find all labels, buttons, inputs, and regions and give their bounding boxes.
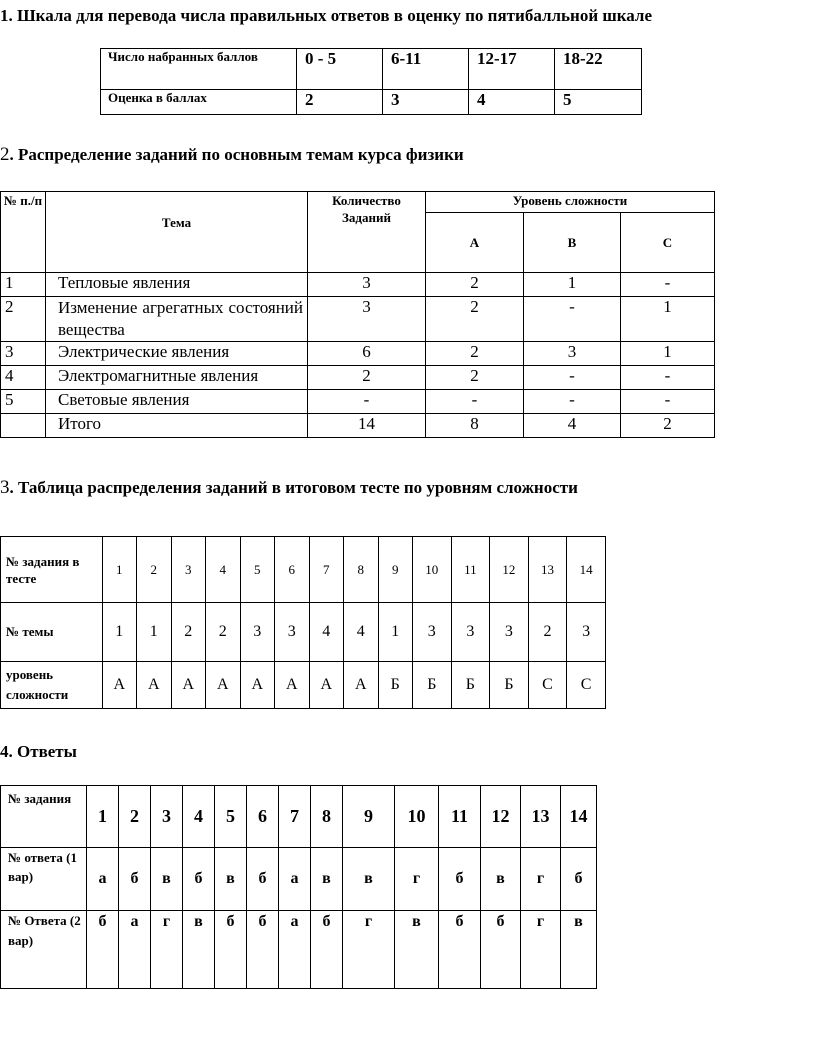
section2-heading bbox=[0, 144, 464, 166]
answer-v2-cell: б bbox=[311, 911, 343, 989]
row-b: - bbox=[524, 297, 621, 342]
row-b: - bbox=[524, 366, 621, 390]
answer-task-cell: 11 bbox=[439, 786, 481, 848]
answer-v1-cell: в bbox=[481, 848, 521, 911]
grade-scale-table bbox=[100, 48, 642, 115]
scale-row1-label: Число набранных баллов bbox=[101, 49, 297, 90]
row-b: - bbox=[524, 390, 621, 414]
answers-table bbox=[0, 785, 597, 989]
level-cell: Б bbox=[378, 662, 413, 709]
row-count: 2 bbox=[308, 366, 426, 390]
answer-task-cell: 6 bbox=[247, 786, 279, 848]
row-num: 3 bbox=[1, 342, 46, 366]
answer-v1-cell: б bbox=[247, 848, 279, 911]
row-c: - bbox=[621, 273, 715, 297]
answer-v2-cell: в bbox=[395, 911, 439, 989]
scale-value: 12-17 bbox=[469, 49, 555, 90]
row-topic: Тепловые явления bbox=[46, 273, 308, 297]
difficulty-table bbox=[0, 536, 606, 709]
section3-number: 3 bbox=[0, 477, 10, 498]
row-topic: Световые явления bbox=[46, 390, 308, 414]
task-cell: 12 bbox=[490, 537, 529, 603]
section3-title: . Таблица распределения заданий в итоговом тесте по уровням сложности bbox=[9, 478, 578, 497]
answer-v2-cell: б bbox=[215, 911, 247, 989]
topic-cell: 2 bbox=[171, 603, 206, 662]
answer-task-cell: 5 bbox=[215, 786, 247, 848]
answer-task-cell: 12 bbox=[481, 786, 521, 848]
section2-title: . Распределение заданий по основным темам курса физики bbox=[9, 145, 464, 164]
row-c: - bbox=[621, 390, 715, 414]
answer-task-cell: 4 bbox=[183, 786, 215, 848]
row-topic: Итого bbox=[46, 414, 308, 438]
row-c: 1 bbox=[621, 297, 715, 342]
task-cell: 13 bbox=[528, 537, 567, 603]
answer-v2-cell: б bbox=[439, 911, 481, 989]
answer-v1-cell: г bbox=[521, 848, 561, 911]
task-cell: 6 bbox=[275, 537, 310, 603]
task-cell: 9 bbox=[378, 537, 413, 603]
grade-value: 4 bbox=[469, 90, 555, 115]
level-cell: А bbox=[137, 662, 172, 709]
row-a: 2 bbox=[426, 273, 524, 297]
row-a: 2 bbox=[426, 342, 524, 366]
header-level-c: С bbox=[621, 213, 715, 273]
header-topic: Тема bbox=[46, 192, 308, 273]
level-cell: А bbox=[240, 662, 275, 709]
table-row bbox=[1, 414, 715, 438]
topic-cell: 3 bbox=[275, 603, 310, 662]
topics-table bbox=[0, 191, 715, 438]
row-topic: Электромагнитные явления bbox=[46, 366, 308, 390]
topic-cell: 2 bbox=[206, 603, 241, 662]
answer-v2-cell: в bbox=[561, 911, 597, 989]
level-cell: А bbox=[309, 662, 344, 709]
section1-heading bbox=[0, 6, 652, 26]
row-label-variant2: № Ответа (2 вар) bbox=[1, 911, 87, 989]
row-c: 1 bbox=[621, 342, 715, 366]
grade-value: 3 bbox=[383, 90, 469, 115]
topic-cell: 1 bbox=[378, 603, 413, 662]
row-topic: Изменение агрегатных состояний вещества bbox=[46, 297, 308, 342]
row-num: 2 bbox=[1, 297, 46, 342]
answer-v1-cell: в bbox=[343, 848, 395, 911]
header-num: № п./п bbox=[1, 192, 46, 273]
level-cell: А bbox=[102, 662, 137, 709]
topic-cell: 1 bbox=[102, 603, 137, 662]
answer-v1-cell: в bbox=[151, 848, 183, 911]
answer-v2-cell: а bbox=[119, 911, 151, 989]
topic-cell: 3 bbox=[240, 603, 275, 662]
topic-cell: 4 bbox=[344, 603, 379, 662]
row-b: 3 bbox=[524, 342, 621, 366]
row-count: - bbox=[308, 390, 426, 414]
row-count: 3 bbox=[308, 273, 426, 297]
answer-task-cell: 13 bbox=[521, 786, 561, 848]
task-cell: 5 bbox=[240, 537, 275, 603]
answer-v2-cell: г bbox=[343, 911, 395, 989]
row-num: 4 bbox=[1, 366, 46, 390]
scale-value: 6-11 bbox=[383, 49, 469, 90]
topic-cell: 1 bbox=[137, 603, 172, 662]
topic-cell: 4 bbox=[309, 603, 344, 662]
header-count: Количество Заданий bbox=[308, 192, 426, 273]
topic-cell: 2 bbox=[528, 603, 567, 662]
section1-number: 1. bbox=[0, 6, 13, 25]
answer-v2-cell: г bbox=[151, 911, 183, 989]
answer-task-cell: 2 bbox=[119, 786, 151, 848]
table-row bbox=[1, 366, 715, 390]
row-a: 2 bbox=[426, 366, 524, 390]
task-cell: 1 bbox=[102, 537, 137, 603]
table-row bbox=[1, 390, 715, 414]
answer-task-cell: 1 bbox=[87, 786, 119, 848]
row-topic: Электрические явления bbox=[46, 342, 308, 366]
level-cell: С bbox=[567, 662, 606, 709]
task-cell: 3 bbox=[171, 537, 206, 603]
row-b: 4 bbox=[524, 414, 621, 438]
answer-v1-cell: в bbox=[215, 848, 247, 911]
level-cell: Б bbox=[413, 662, 452, 709]
answer-task-cell: 10 bbox=[395, 786, 439, 848]
answer-task-cell: 9 bbox=[343, 786, 395, 848]
row-label-task: № задания в тесте bbox=[1, 537, 103, 603]
answer-v2-cell: б bbox=[87, 911, 119, 989]
scale-row2-label: Оценка в баллах bbox=[101, 90, 297, 115]
answer-v2-cell: б bbox=[481, 911, 521, 989]
grade-value: 5 bbox=[555, 90, 642, 115]
answer-v1-cell: б bbox=[439, 848, 481, 911]
row-label-topic: № темы bbox=[1, 603, 103, 662]
level-cell: С bbox=[528, 662, 567, 709]
row-label-task: № задания bbox=[1, 786, 87, 848]
row-label-variant1: № ответа (1 вар) bbox=[1, 848, 87, 911]
answer-task-cell: 3 bbox=[151, 786, 183, 848]
task-cell: 7 bbox=[309, 537, 344, 603]
topic-cell: 3 bbox=[490, 603, 529, 662]
header-level-a: А bbox=[426, 213, 524, 273]
header-level-b: В bbox=[524, 213, 621, 273]
answer-task-cell: 7 bbox=[279, 786, 311, 848]
task-cell: 14 bbox=[567, 537, 606, 603]
scale-value: 18-22 bbox=[555, 49, 642, 90]
answer-v2-cell: в bbox=[183, 911, 215, 989]
task-cell: 8 bbox=[344, 537, 379, 603]
scale-value: 0 - 5 bbox=[297, 49, 383, 90]
answer-v1-cell: г bbox=[395, 848, 439, 911]
topic-cell: 3 bbox=[451, 603, 490, 662]
topic-cell: 3 bbox=[413, 603, 452, 662]
table-row bbox=[1, 297, 715, 342]
answer-v2-cell: г bbox=[521, 911, 561, 989]
answer-v2-cell: а bbox=[279, 911, 311, 989]
row-count: 6 bbox=[308, 342, 426, 366]
section2-number: 2 bbox=[0, 144, 10, 165]
answer-v1-cell: б bbox=[183, 848, 215, 911]
answer-v1-cell: а bbox=[279, 848, 311, 911]
level-cell: Б bbox=[490, 662, 529, 709]
row-c: 2 bbox=[621, 414, 715, 438]
row-a: 2 bbox=[426, 297, 524, 342]
answer-task-cell: 14 bbox=[561, 786, 597, 848]
row-label-level: уровень сложности bbox=[1, 662, 103, 709]
task-cell: 10 bbox=[413, 537, 452, 603]
task-cell: 11 bbox=[451, 537, 490, 603]
topic-cell: 3 bbox=[567, 603, 606, 662]
row-a: 8 bbox=[426, 414, 524, 438]
answer-v1-cell: б bbox=[561, 848, 597, 911]
row-count: 3 bbox=[308, 297, 426, 342]
section4-heading bbox=[0, 742, 77, 762]
row-count: 14 bbox=[308, 414, 426, 438]
level-cell: А bbox=[275, 662, 310, 709]
row-c: - bbox=[621, 366, 715, 390]
table-row bbox=[1, 342, 715, 366]
answer-v1-cell: а bbox=[87, 848, 119, 911]
table-row bbox=[1, 273, 715, 297]
section1-title: Шкала для перевода числа правильных ответов в оценку по пятибалльной шкале bbox=[17, 6, 652, 25]
level-cell: А bbox=[171, 662, 206, 709]
grade-value: 2 bbox=[297, 90, 383, 115]
section3-heading bbox=[0, 477, 578, 499]
section4-title: 4. Ответы bbox=[0, 742, 77, 761]
answer-v2-cell: б bbox=[247, 911, 279, 989]
task-cell: 2 bbox=[137, 537, 172, 603]
row-b: 1 bbox=[524, 273, 621, 297]
header-level: Уровень сложности bbox=[426, 192, 715, 213]
level-cell: Б bbox=[451, 662, 490, 709]
answer-v1-cell: в bbox=[311, 848, 343, 911]
level-cell: А bbox=[344, 662, 379, 709]
row-a: - bbox=[426, 390, 524, 414]
task-cell: 4 bbox=[206, 537, 241, 603]
answer-v1-cell: б bbox=[119, 848, 151, 911]
row-num: 1 bbox=[1, 273, 46, 297]
level-cell: А bbox=[206, 662, 241, 709]
row-num bbox=[1, 414, 46, 438]
row-num: 5 bbox=[1, 390, 46, 414]
answer-task-cell: 8 bbox=[311, 786, 343, 848]
